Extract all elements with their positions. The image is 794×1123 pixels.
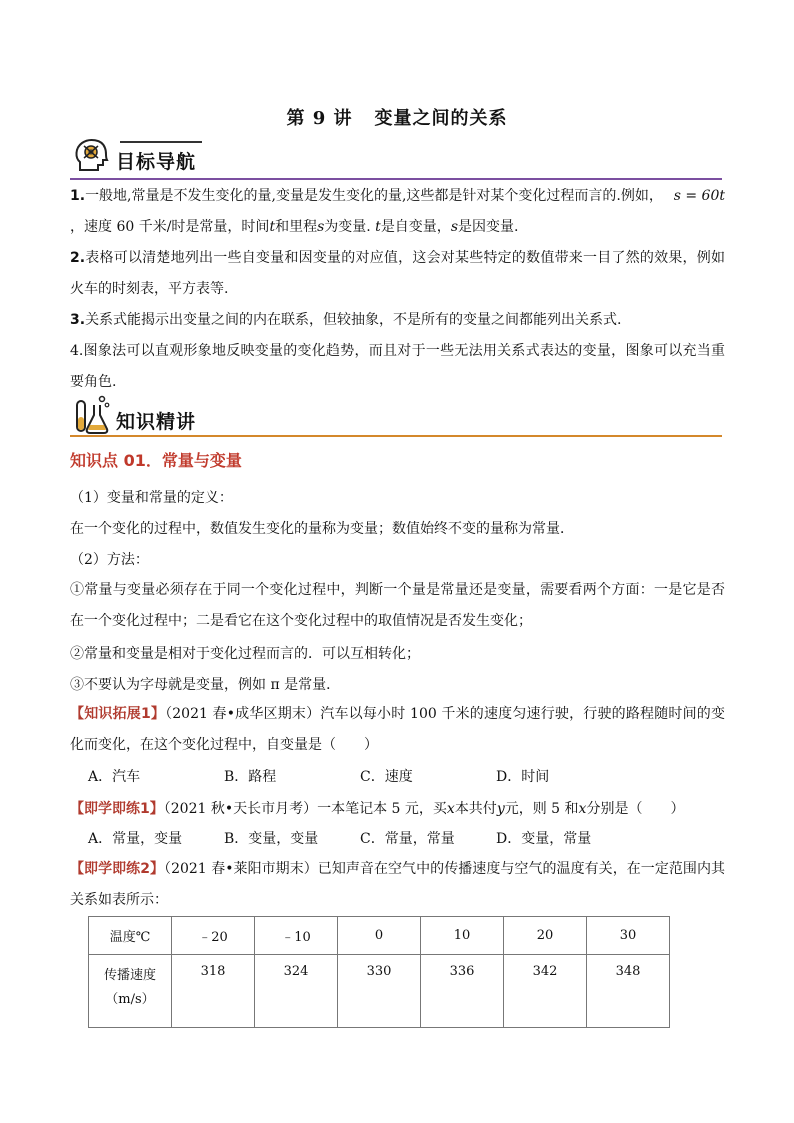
goal-item-4: 4.图象法可以直观形象地反映变量的变化趋势，而且对于一些无法用关系式表达的变量，图象可以充当重要角色. [70, 343, 725, 390]
table-header-cell: 传播速度 （m/s） [89, 955, 172, 1028]
lab-flask-icon [72, 393, 112, 433]
table-row [89, 955, 670, 1028]
option-b[interactable]: B．路程 [224, 769, 277, 785]
table-cell: ﹣10 [255, 917, 338, 955]
lesson-number: 第 9 讲 [286, 108, 353, 129]
table-row [89, 917, 670, 955]
table-cell: 318 [172, 955, 255, 1028]
section-label: 知识精讲 [116, 411, 197, 433]
question-3: 【即学即练2】（2021 春•莱阳市期末）已知声音在空气中的传播速度与空气的温度有关，在一定范围内其关系如表所示： [70, 861, 725, 908]
kp-line-3: （2）方法： [70, 552, 149, 568]
table-cell: 342 [504, 955, 587, 1028]
temperature-speed-table [88, 916, 670, 1028]
table-cell: 0 [338, 917, 421, 955]
question-tag: 【即学即练1】 [70, 801, 164, 817]
question-tag: 【即学即练2】 [70, 861, 165, 877]
kp-line-2: 在一个变化的过程中，数值发生变化的量称为变量；数值始终不变的量称为常量． [70, 521, 574, 537]
goal-item-1: 1.一般地,常量是不发生变化的量,变量是发生变化的量,这些都是针对某个变化过程而言的.例如， s = 60t ，速度 60 千米/时是常量，时间t和里程s为变量. t是自变量，s是因变量. [70, 181, 725, 243]
option-a[interactable]: A．常量，变量 [88, 831, 183, 847]
table-cell: 330 [338, 955, 421, 1028]
goal-item-2: 2.表格可以清楚地列出一些自变量和因变量的对应值，这会对某些特定的数值带来一目了然的效果，例如火车的时刻表，平方表等. [70, 250, 725, 297]
section-header-goals [70, 136, 722, 180]
question-1-options [88, 766, 728, 786]
option-c[interactable]: C．常量，常量 [360, 831, 455, 847]
question-1: 【知识拓展1】（2021 春•成华区期末）汽车以每小时 100 千米的速度匀速行驶，行驶的路程随时间的变化而变化，在这个变化过程中，自变量是（ ） [70, 706, 725, 753]
kp-line-4: ①常量与变量必须存在于同一个变化过程中，判断一个量是常量还是变量，需要看两个方面：一是它是否在一个变化过程中；二是看它在这个变化过程中的取值情况是否发生变化； [70, 582, 725, 629]
kp-line-5: ②常量和变量是相对于变化过程而言的．可以互相转化； [70, 646, 420, 662]
lesson-title: 变量之间的关系 [374, 108, 508, 129]
table-cell: 336 [421, 955, 504, 1028]
table-cell: 10 [421, 917, 504, 955]
question-tag: 【知识拓展1】 [70, 706, 166, 722]
option-b[interactable]: B．变量，变量 [224, 831, 319, 847]
brain-gear-icon [72, 136, 112, 176]
goal-item-3: 3.关系式能揭示出变量之间的内在联系，但较抽象，不是所有的变量之间都能列出关系式. [70, 312, 622, 328]
question-2: 【即学即练1】（2021 秋•天长市月考）一本笔记本 5 元，买x本共付y元，则 5 和x分别是（ ） [70, 801, 685, 817]
table-cell: 20 [504, 917, 587, 955]
option-d[interactable]: D．时间 [496, 769, 550, 785]
table-cell: 324 [255, 955, 338, 1028]
formula: s = 60t [673, 188, 725, 204]
kp-line-6: ③不要认为字母就是变量，例如 π 是常量． [70, 677, 341, 693]
section-header-knowledge [70, 393, 722, 437]
question-2-options [88, 828, 728, 848]
option-d[interactable]: D．变量，常量 [496, 831, 592, 847]
table-cell: 30 [587, 917, 670, 955]
page-title [0, 104, 794, 130]
option-c[interactable]: C．速度 [360, 769, 413, 785]
option-a[interactable]: A．汽车 [88, 769, 141, 785]
knowledge-point-heading: 知识点 01．常量与变量 [70, 451, 242, 470]
section-label: 目标导航 [116, 151, 197, 173]
kp-line-1: （1）变量和常量的定义： [70, 490, 233, 506]
table-cell: ﹣20 [172, 917, 255, 955]
table-cell: 348 [587, 955, 670, 1028]
table-header-cell: 温度℃ [89, 917, 172, 955]
